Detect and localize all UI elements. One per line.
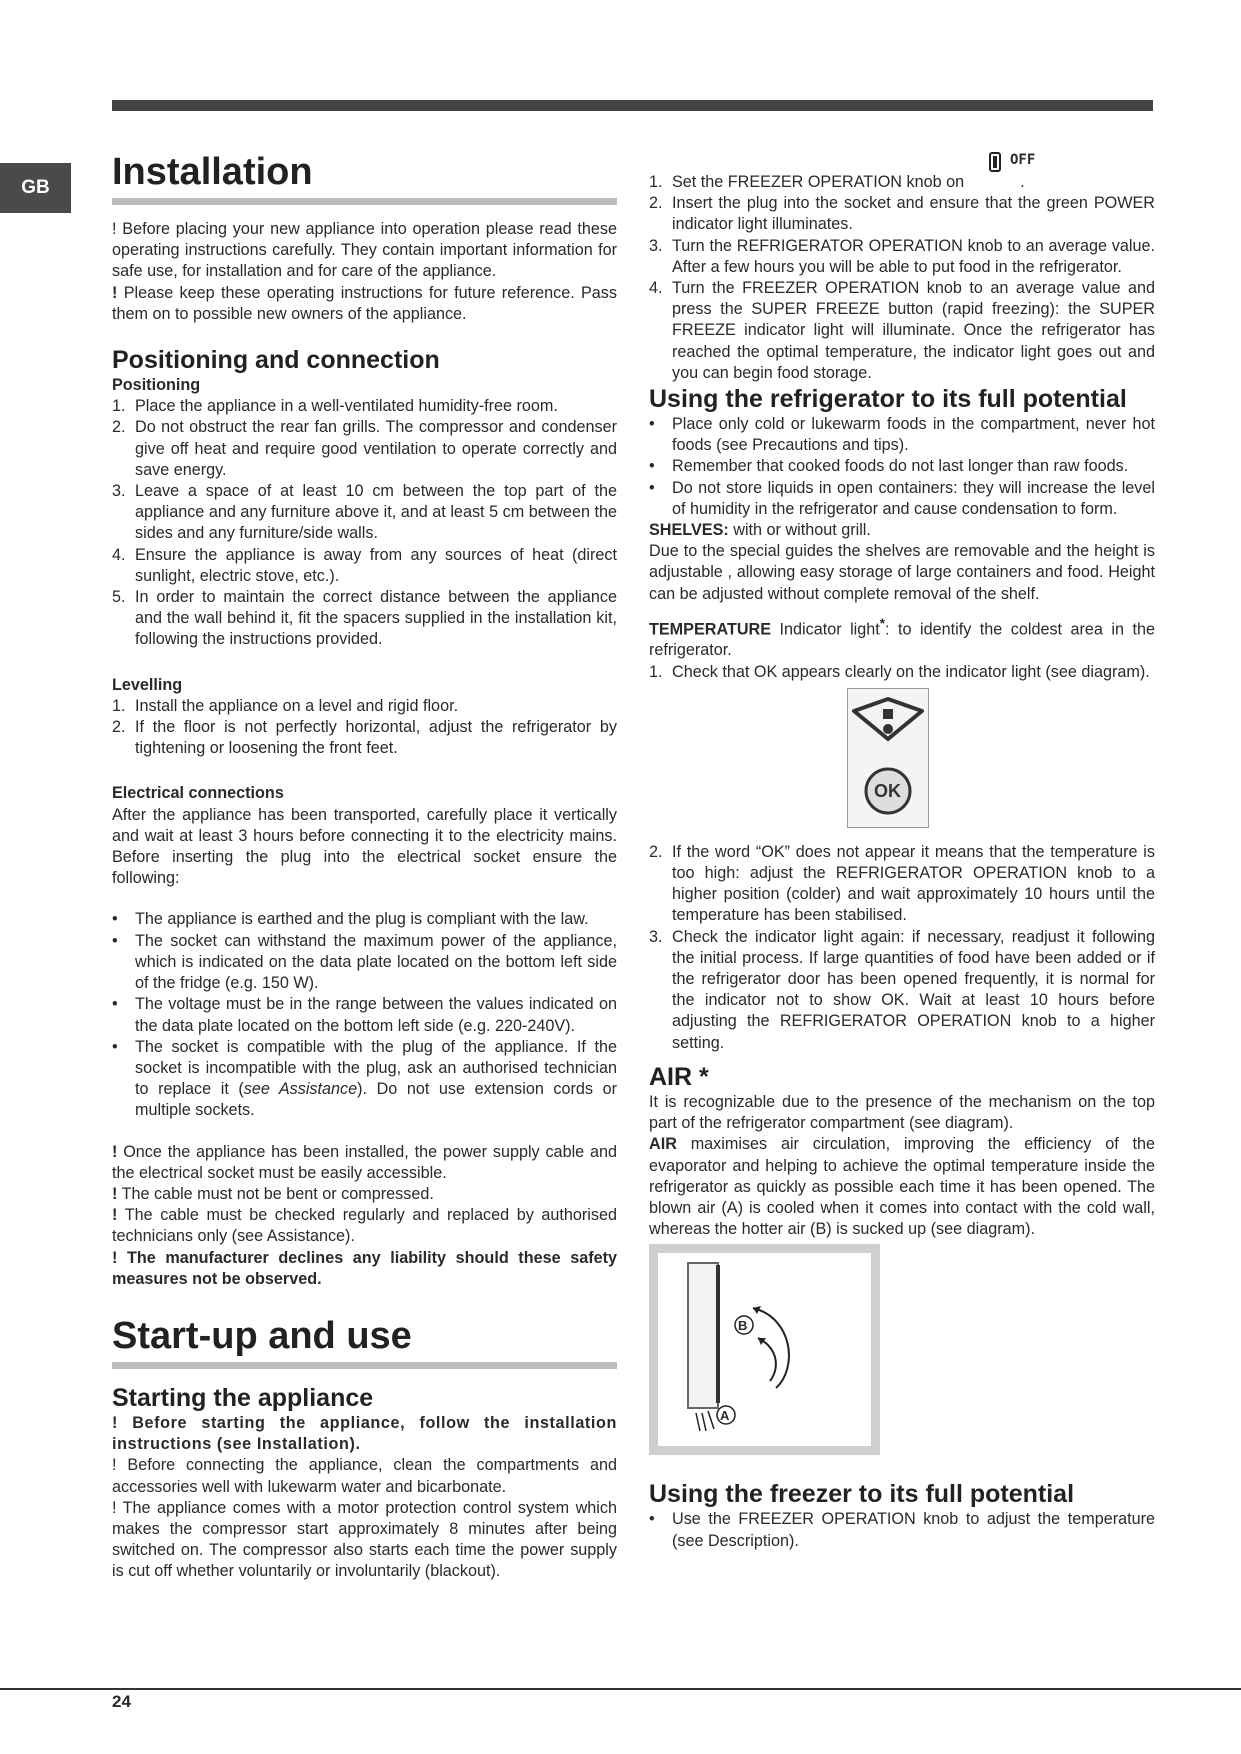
- page-number: 24: [112, 1692, 131, 1711]
- starting-title: Starting the appliance: [112, 1383, 374, 1412]
- left-column: [112, 150, 617, 1583]
- right-column: [649, 150, 1155, 1552]
- intro-paragraph-2: [112, 283, 617, 325]
- list-item: • The socket is compatible with the plug of the appliance. If the socket is incompatible with the plug, ask an authorised technician to replace it (see Assistance). Do not use extension cords or multiple sockets.: [112, 1037, 617, 1120]
- electrical-bullets: [112, 909, 617, 1121]
- startup-title: Start-up and use: [112, 1314, 617, 1369]
- list-item: 4. Ensure the appliance is away from any sources of heat (direct sunlight, electric stove, etc.).: [112, 545, 617, 585]
- knob-off-icon: [989, 152, 1001, 172]
- air-title: AIR *: [649, 1062, 709, 1091]
- label-a: A: [720, 1408, 730, 1424]
- air-flow-diagram: [649, 1244, 880, 1455]
- list-item: • Do not store liquids in open containers: they will increase the level of humidity in the refrigerator and cause condensation to form.: [649, 478, 1155, 518]
- final-warning: ! The manufacturer declines any liability should these safety measures not be observed.: [112, 1248, 617, 1288]
- warning: ! The cable must not be bent or compressed.: [112, 1184, 434, 1203]
- air-text-2: AIR maximises air circulation, improving the efficiency of the evaporator and helping to achieve the optimal temperature inside the refrigerator as quickly as possible each time it has been opened. The blown air (A) is cooled when it comes into contact with the cold wall, whereas the hotter air (B) is sucked up (see diagram).: [649, 1135, 1155, 1239]
- list-item: • The voltage must be in the range between the values indicated on the data plate located on the bottom left side (e.g. 220-240V).: [112, 995, 617, 1035]
- levelling-list: [112, 696, 617, 760]
- startup-note: ! The appliance comes with a motor protection control system which makes the compressor start approximately 8 minutes after being switched on. The compressor also starts each time the power supply is cut off whether voluntarily or involuntarily (blackout).: [112, 1498, 617, 1581]
- list-item: 3. Turn the REFRIGERATOR OPERATION knob to an average value. After a few hours you will be able to put food in the refrigerator.: [649, 236, 1155, 276]
- language-tab: GB: [0, 163, 71, 213]
- list-item: 3. Leave a space of at least 10 cm between the top part of the appliance and any furniture above it, and at least 5 cm between the sides and any furniture/side walls.: [112, 482, 617, 543]
- warning: ! The cable must be checked regularly and replaced by authorised technicians only (see Assistance).: [112, 1206, 617, 1246]
- list-item: 5. In order to maintain the correct distance between the appliance and the wall behind it, fit the spacers supplied in the installation kit, following the instructions provided.: [112, 588, 617, 649]
- electrical-subtitle: Electrical connections: [112, 784, 284, 803]
- installation-title: Installation: [112, 150, 617, 205]
- ok-indicator-diagram: [847, 688, 929, 828]
- positioning-subtitle: Positioning: [112, 376, 201, 395]
- temperature-steps-1: [649, 662, 1155, 683]
- fridge-title: Using the refrigerator to its full potential: [649, 385, 1127, 414]
- list-item: • Remember that cooked foods do not last longer than raw foods.: [649, 457, 1129, 476]
- freezer-bullets: [649, 1509, 1155, 1551]
- shelves-body: Due to the special guides the shelves are removable and the height is adjustable , allowing easy storage of large containers and food. Height can be adjusted without complete removal of the shelf.: [649, 542, 1155, 603]
- list-item: 1. Check that OK appears clearly on the indicator light (see diagram).: [649, 662, 1150, 681]
- electrical-text: After the appliance has been transported, carefully place it vertically and wait at least 3 hours before connecting it to the electricity mains. Before inserting the plug into the electrical socket ensure the following:: [112, 805, 617, 888]
- off-label: OFF: [1010, 152, 1036, 168]
- top-rule: [112, 100, 1153, 111]
- list-item: • Place only cold or lukewarm foods in the compartment, never hot foods (see Precautions and tips).: [649, 415, 1155, 455]
- indicator-illustration: [848, 689, 928, 827]
- startup-steps: [649, 172, 1155, 384]
- temperature-steps-2: [649, 842, 1155, 1054]
- list-item: • Use the FREEZER OPERATION knob to adjust the temperature (see Description).: [649, 1510, 1155, 1550]
- levelling-subtitle: Levelling: [112, 675, 183, 694]
- list-item: • The appliance is earthed and the plug is compliant with the law.: [112, 910, 589, 929]
- list-item: 1. Place the appliance in a well-ventilated humidity-free room.: [112, 397, 558, 416]
- ok-label: OK: [874, 780, 901, 801]
- list-item: 2. If the floor is not perfectly horizontal, adjust the refrigerator by tightening or loosening the front feet.: [112, 718, 617, 758]
- see-assistance-ref: see Assistance: [243, 1080, 358, 1099]
- fridge-bullets: [649, 414, 1155, 520]
- freezer-title: Using the freezer to its full potential: [649, 1480, 1075, 1509]
- air-text: It is recognizable due to the presence of the mechanism on the top part of the refrigerator compartment (see diagram).: [649, 1092, 1155, 1133]
- footer-rule: [0, 1688, 1241, 1690]
- air-flow-illustration: [658, 1253, 871, 1446]
- shelves-line: SHELVES: with or without grill.: [649, 521, 871, 540]
- temperature-line: TEMPERATURE Indicator light*: to identify the coldest area in the refrigerator.: [649, 615, 1155, 660]
- positioning-list: [112, 396, 617, 650]
- warning-mark: !: [112, 283, 118, 302]
- label-b: B: [738, 1318, 748, 1334]
- list-item: 2. If the word “OK” does not appear it means that the temperature is too high: adjust the REFRIGERATOR OPERATION knob to a higher position (colder) and wait approximately 10 hours until the temperature has been stabilised.: [649, 842, 1155, 925]
- list-item: 4. Turn the FREEZER OPERATION knob to an average value and press the SUPER FREEZE button (rapid freezing): the SUPER FREEZE indicator light will illuminate. Once the refrigerator has reached the optimal temperature, the indicator light goes out and you can begin food storage.: [649, 279, 1155, 382]
- positioning-connection-title: Positioning and connection: [112, 346, 440, 375]
- list-item: 2. Do not obstruct the rear fan grills. The compressor and condenser give off heat and require good ventilation to operate correctly and save energy.: [112, 418, 617, 479]
- startup-bold-note: ! Before starting the appliance, follow the installation instructions (see Installation).: [112, 1413, 617, 1454]
- list-item: 1. Set the FREEZER OPERATION knob on .: [649, 173, 1025, 191]
- intro-text: Please keep these operating instructions for future reference. Pass them on to possible new owners of the appliance.: [112, 283, 617, 323]
- startup-note: ! Before connecting the appliance, clean the compartments and accessories well with lukewarm water and bicarbonate.: [112, 1456, 617, 1496]
- warning: ! Once the appliance has been installed, the power supply cable and the electrical socket must be easily accessible.: [112, 1142, 617, 1182]
- intro-paragraph: ! Before placing your new appliance into operation please read these operating instructions carefully. They contain important information for safe use, for installation and for care of the appliance.: [112, 220, 617, 281]
- list-item: • The socket can withstand the maximum power of the appliance, which is indicated on the data plate located on the bottom left side of the fridge (e.g. 150 W).: [112, 931, 617, 993]
- list-item: 1. Install the appliance on a level and rigid floor.: [112, 696, 459, 715]
- list-item: 2. Insert the plug into the socket and ensure that the green POWER indicator light illuminates.: [649, 194, 1155, 234]
- list-item: 3. Check the indicator light again: if necessary, readjust it following the initial process. If large quantities of food have been added or if the refrigerator door has been opened frequently, it is normal for the indicator not to show OK. Wait at least 10 hours before adjusting the REFRIGERATOR OPERATION knob to a higher setting.: [649, 927, 1155, 1052]
